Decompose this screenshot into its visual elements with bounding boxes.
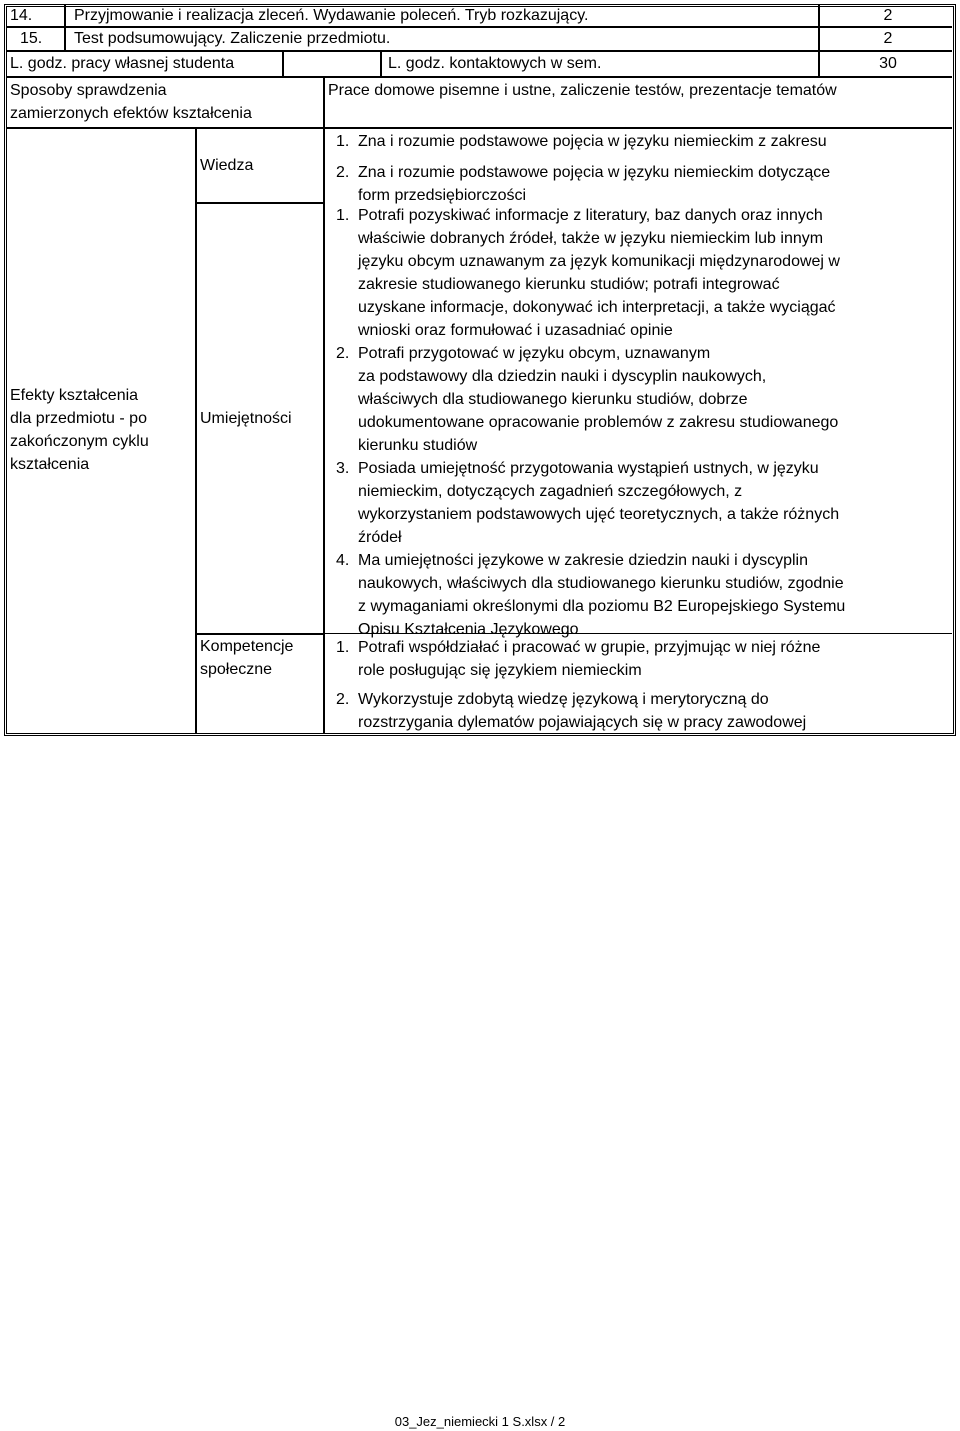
- skills-outcome: 4. Ma umiejętności językowe w zakresie dziedzin nauki i dyscyplin naukowych, właściwych dla studiowanego kierunku studiów, zgodnie z wymaganiami określonymi dla poziomu B2 Europejskiego Systemu Opisu Kształcenia Językowego: [336, 552, 846, 638]
- topic-text: Przyjmowanie i realizacja zleceń. Wydawanie poleceń. Tryb rozkazujący.: [74, 7, 589, 24]
- column-divider: [323, 76, 325, 733]
- social-competence-label: Kompetencje społeczne: [200, 638, 294, 678]
- column-divider: [64, 4, 66, 51]
- column-divider: [282, 50, 284, 77]
- self-study-hours-label: L. godz. pracy własnej studenta: [10, 55, 235, 72]
- verification-label: Sposoby sprawdzenia: [10, 82, 167, 99]
- hours-value: 2: [883, 30, 893, 47]
- skills-label: Umiejętności: [200, 410, 292, 427]
- knowledge-outcomes: [336, 130, 946, 207]
- social-outcome: 1. Potrafi współdziałać i pracować w grupie, przyjmując w niej różne role posługując się językiem niemieckim: [336, 639, 821, 679]
- verification-label: zamierzonych efektów kształcenia: [10, 105, 252, 122]
- row-divider: [195, 202, 325, 204]
- skills-outcome: 3. Posiada umiejętność przygotowania wystąpień ustnych, w języku niemieckim, dotyczących zagadnień szczegółowych, z wykorzystaniem podstawowych ujęć teoretycznych, a także różnych źródeł: [336, 460, 840, 546]
- row-divider: [6, 127, 952, 129]
- row-number: 15.: [20, 30, 43, 47]
- column-divider: [195, 127, 197, 733]
- hours-value: 2: [883, 7, 893, 24]
- skills-outcomes: [336, 204, 946, 641]
- knowledge-outcome: 2. Zna i rozumie podstawowe pojęcia w języku niemieckim dotyczące form przedsiębiorczości: [336, 164, 831, 204]
- skills-outcome: 1. Potrafi pozyskiwać informacje z literatury, baz danych oraz innych właściwie dobranych źródeł, także w języku niemieckim lub innym języku obcym uznawanym za język komunikacji międzynarodowej w zakresie studiowanego kierunku studiów; potrafi integrować uzyskane informacje, dokonywać ich interpretacji, a także wyciągać wnioski oraz formułować i uzasadniać opinie: [336, 207, 840, 339]
- outcomes-label: Efekty kształcenia dla przedmiotu - po zakończonym cyklu kształcenia: [10, 387, 149, 473]
- social-outcomes: [336, 636, 946, 734]
- topic-text: Test podsumowujący. Zaliczenie przedmiotu.: [74, 30, 391, 47]
- row-divider: [6, 76, 952, 78]
- skills-outcome: 2. Potrafi przygotować w języku obcym, uznawanym za podstawowy dla dziedzin nauki i dyscyplin naukowych, właściwych dla studiowanego kierunku studiów, dobrze udokumentowane opracowanie problemów z zakresu studiowanego kierunku studiów: [336, 345, 839, 454]
- column-divider: [380, 50, 382, 77]
- social-outcome: 2. Wykorzystuje zdobytą wiedzę językową i merytoryczną do rozstrzygania dylematów pojawiających się w pracy zawodowej: [336, 691, 807, 731]
- contact-hours-value: 30: [879, 55, 897, 72]
- knowledge-label: Wiedza: [200, 157, 254, 174]
- verification-methods: Prace domowe pisemne i ustne, zaliczenie testów, prezentacje tematów: [328, 82, 837, 99]
- contact-hours-label: L. godz. kontaktowych w sem.: [388, 55, 602, 72]
- row-number: 14.: [10, 7, 33, 24]
- knowledge-outcome: 1. Zna i rozumie podstawowe pojęcia w języku niemieckim z zakresu: [336, 133, 827, 150]
- page-footer: 03_Jez_niemiecki 1 S.xlsx / 2: [394, 1414, 566, 1429]
